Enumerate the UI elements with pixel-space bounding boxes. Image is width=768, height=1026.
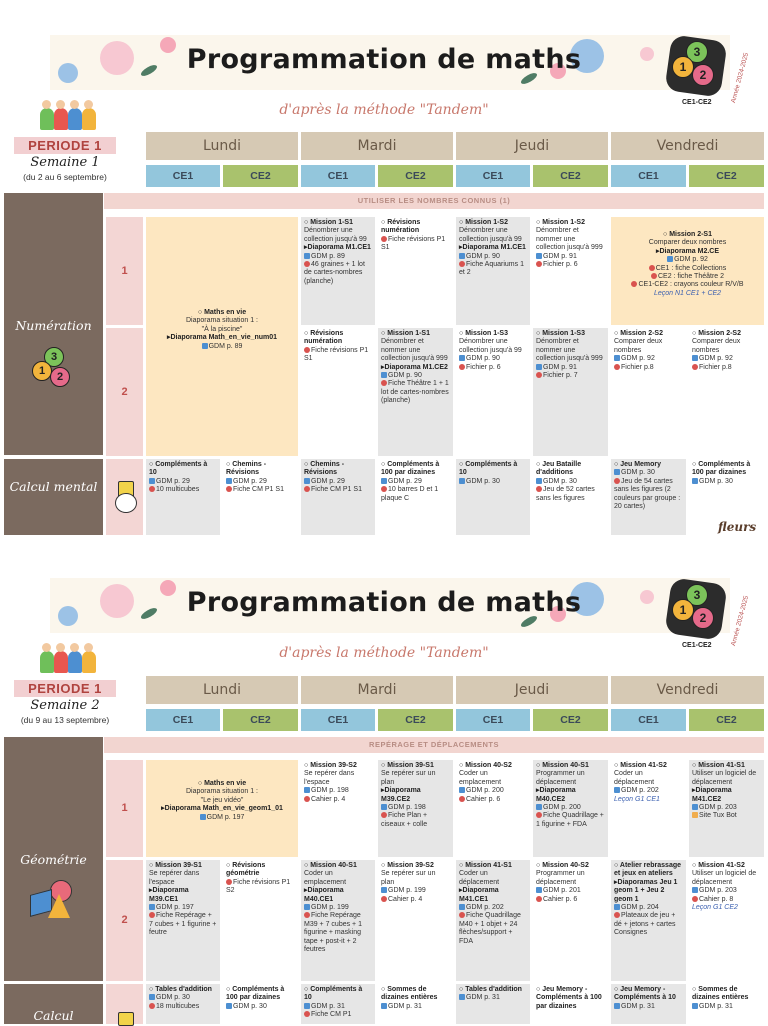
level-ce1: CE1	[456, 165, 530, 187]
fleurs-logo: fleurs	[718, 520, 757, 534]
level-ce2: CE2	[689, 165, 764, 187]
week-dates: (du 9 au 13 septembre)	[20, 715, 110, 725]
lesson-cell: ○ Mission 41-S2 Coder un déplacement GDM p. 202 Leçon G1 CE1	[611, 760, 686, 857]
lesson-cell: ○ Mission 1-S2 Dénombrer et nommer une collection jusqu'à 999 GDM p. 91 Fichier p. 6	[533, 217, 608, 325]
logo-caption: CE1-CE2	[682, 642, 712, 649]
semaine-label: Semaine 2	[30, 698, 100, 713]
level-ce2: CE2	[223, 165, 298, 187]
calcul-cell: ○ Chemins - Révisions GDM p. 29 Fiche CM P1 S1	[223, 459, 298, 535]
level-ce1: CE1	[301, 165, 375, 187]
lesson-cell: ○ Mission 1-S1 Dénombrer et nommer une collection jusqu'à 999 ▸Diaporama M1.CE2 GDM p. 90 Fiche Théâtre 1 + 1 lot de cartes-nombres (planche)	[378, 328, 453, 456]
lesson-cell: ○ Mission 39-S2 Se repérer dans l'espace GDM p. 198 Cahier p. 4	[301, 760, 375, 857]
row-number: 2	[106, 328, 143, 456]
page-subtitle: d'après la méthode "Tandem"	[279, 102, 489, 118]
row-number: 1	[106, 217, 143, 325]
lesson-cell: ○ Révisions géométrie Fiche révisions P1 S2	[223, 860, 298, 981]
row-number: 1	[106, 760, 143, 857]
lesson-cell: ○ Mission 40-S2 Coder un emplacement GDM p. 200 Cahier p. 6	[456, 760, 530, 857]
level-ce2: CE2	[533, 165, 608, 187]
day-header-jeudi: Jeudi	[456, 676, 608, 704]
children-illustration	[38, 94, 98, 130]
calcul-cell: ○ Compléments à 100 par dizaines GDM p. 29 10 barres D et 1 plaque C	[378, 459, 453, 535]
calcul-cell: ○ Compléments à 10 GDM p. 30	[456, 459, 530, 535]
page-title: Programmation de maths	[186, 44, 582, 75]
lesson-cell: ○ Mission 41-S1 Utiliser un logiciel de déplacement ▸Diaporama M41.CE2 GDM p. 203 Site Tux Bot	[689, 760, 764, 857]
level-ce1: CE1	[456, 709, 530, 731]
lesson-cell: ○ Mission 40-S1 Programmer un déplacement ▸Diaporama M40.CE2 GDM p. 200 Fiche Quadrillage + 1 figurine + FDA	[533, 760, 608, 857]
day-header-mardi: Mardi	[301, 132, 453, 160]
calcul-cell: ○ Sommes de dizaines entières GDM p. 31	[378, 984, 453, 1024]
lesson-cell: ○ Révisions numération Fiche révisions P1 S1	[301, 328, 375, 456]
domain-label: Géométrie	[20, 852, 87, 867]
day-header-lundi: Lundi	[146, 132, 298, 160]
calcul-cell: ○ Tables d'addition GDM p. 30 18 multicubes	[146, 984, 220, 1024]
lesson-cell: ○ Mission 2-S1 Comparer deux nombres ▸Diaporama M2.CE GDM p. 92 CE1 : fiche Collections CE2 : fiche Théâtre 2 CE1-CE2 : crayons couleur R/V/B Leçon N1 CE1 + CE2	[611, 217, 764, 325]
page-title: Programmation de maths	[186, 587, 582, 618]
logo-year: Année 2024-2025	[730, 52, 751, 104]
day-header-vendredi: Vendredi	[611, 676, 764, 704]
calcul-cell: ○ Jeu Bataille d'additions GDM p. 30 Jeu de 52 cartes sans les figures	[533, 459, 608, 535]
level-ce2: CE2	[378, 165, 453, 187]
periode-label: PERIODE 1	[14, 680, 116, 697]
semaine-label: Semaine 1	[30, 155, 100, 170]
level-ce2: CE2	[533, 709, 608, 731]
logo: 3 1 2	[668, 38, 724, 94]
day-header-jeudi: Jeudi	[456, 132, 608, 160]
children-illustration	[38, 637, 98, 673]
page-subtitle: d'après la méthode "Tandem"	[279, 645, 489, 661]
calcul-cell: ○ Compléments à 10 GDM p. 29 10 multicubes	[146, 459, 220, 535]
logo-caption: CE1-CE2	[682, 99, 712, 106]
lesson-cell: ○ Mission 39-S2 Se repérer sur un plan GDM p. 199 Cahier p. 4	[378, 860, 453, 981]
calcul-cell: ○ Compléments à 100 par dizaines GDM p. 30	[223, 984, 298, 1024]
lesson-cell: ○ Mission 1-S3 Dénombrer et nommer une collection jusqu'à 999 GDM p. 91 Fichier p. 7	[533, 328, 608, 456]
lesson-cell: ○ Maths en vie Diaporama situation 1 : "Le jeu vidéo" ▸Diaporama Math_en_vie_geom1_01 GDM p. 197	[146, 760, 298, 857]
level-ce1: CE1	[611, 165, 686, 187]
lesson-cell: ○ Révisions numération Fiche révisions P1 S1	[378, 217, 453, 325]
level-ce2: CE2	[378, 709, 453, 731]
lesson-cell: ○ Atelier rebrassage et jeux en ateliers ▸Diaporamas Jeu 1 geom 1 + Jeu 2 geom 1 GDM p. 204 Plateaux de jeu + dé + jetons + cartes Consignes	[611, 860, 686, 981]
theme-banner: REPÉRAGE ET DÉPLACEMENTS	[104, 737, 764, 753]
level-ce1: CE1	[146, 165, 220, 187]
calcul-cell: ○ Jeu Memory GDM p. 30 Jeu de 54 cartes sans les figures (2 couleurs par groupe : 20 cartes)	[611, 459, 686, 535]
theme-banner: UTILISER LES NOMBRES CONNUS (1)	[104, 193, 764, 209]
numbers-icon: 3 1 2	[30, 345, 74, 389]
calcul-cell: ○ Jeu Memory - Compléments à 10 GDM p. 31	[611, 984, 686, 1024]
domain-label: Numération	[15, 318, 92, 333]
lesson-cell: ○ Mission 39-S1 Se repérer dans l'espace ▸Diaporama M39.CE1 GDM p. 197 Fiche Repérage + 7 cubes + 1 figurine + feutre	[146, 860, 220, 981]
level-ce1: CE1	[146, 709, 220, 731]
level-ce2: CE2	[223, 709, 298, 731]
day-header-vendredi: Vendredi	[611, 132, 764, 160]
calcul-cell: ○ Sommes de dizaines entières GDM p. 31	[689, 984, 764, 1024]
calculator-kid-icon	[112, 481, 138, 511]
week-dates: (du 2 au 6 septembre)	[23, 172, 107, 182]
lesson-cell: ○ Mission 40-S2 Programmer un déplacement GDM p. 201 Cahier p. 6	[533, 860, 608, 981]
shapes-icon	[30, 880, 74, 920]
lesson-cell: ○ Mission 41-S1 Coder un déplacement ▸Diaporama M41.CE1 GDM p. 202 Fiche Quadrillage M40 + 1 objet + 24 flèches/support + FDA	[456, 860, 530, 981]
calcul-cell: ○ Chemins - Révisions GDM p. 29 Fiche CM P1 S1	[301, 459, 375, 535]
calcul-cell: ○ Jeu Memory - Compléments à 100 par dizaines	[533, 984, 608, 1024]
level-ce1: CE1	[301, 709, 375, 731]
lesson-cell: ○ Mission 2-S2 Comparer deux nombres GDM p. 92 Fichier p.8	[689, 328, 764, 456]
lesson-cell: ○ Mission 41-S2 Utiliser un logiciel de déplacement GDM p. 203 Cahier p. 8 Leçon G1 CE2	[689, 860, 764, 981]
level-ce2: CE2	[689, 709, 764, 731]
row-number: 2	[106, 860, 143, 981]
calcul-cell: ○ Tables d'addition GDM p. 31	[456, 984, 530, 1024]
calcul-cell: ○ Compléments à 10 GDM p. 31 Fiche CM P1	[301, 984, 375, 1024]
lesson-cell: ○ Mission 1-S1 Dénombrer une collection jusqu'à 99 ▸Diaporama M1.CE1 GDM p. 89 46 graines + 1 lot de cartes-nombres (planche)	[301, 217, 375, 325]
day-header-lundi: Lundi	[146, 676, 298, 704]
level-ce1: CE1	[611, 709, 686, 731]
calcul-cell: ○ Compléments à 100 par dizaines GDM p. 30	[689, 459, 764, 535]
day-header-mardi: Mardi	[301, 676, 453, 704]
lesson-cell: ○ Maths en vie Diaporama situation 1 : "À la piscine" ▸Diaporama Math_en_vie_num01 GDM p. 89	[146, 217, 298, 456]
calcul-label: Calcul mental	[9, 479, 98, 494]
lesson-cell: ○ Mission 1-S2 Dénombrer une collection jusqu'à 99 ▸Diaporama M1.CE1 GDM p. 90 Fiche Aquariums 1 et 2	[456, 217, 530, 325]
lesson-cell: ○ Mission 40-S1 Coder un emplacement ▸Diaporama M40.CE1 GDM p. 199 Fiche Repérage M39 + 7 cubes + 1 figurine + masking tape + post-it + 2 feutres	[301, 860, 375, 981]
calcul-label: Calcul	[33, 1008, 74, 1023]
logo: 3 1 2	[668, 581, 724, 637]
lesson-cell: ○ Mission 39-S1 Se repérer sur un plan ▸Diaporama M39.CE2 GDM p. 198 Fiche Plan + ciseaux + colle	[378, 760, 453, 857]
periode-label: PERIODE 1	[14, 137, 116, 154]
logo-year: Année 2024-2025	[730, 595, 751, 647]
lesson-cell: ○ Mission 1-S3 Dénombrer une collection jusqu'à 99 GDM p. 90 Fichier p. 6	[456, 328, 530, 456]
lesson-cell: ○ Mission 2-S2 Comparer deux nombres GDM p. 92 Fichier p.8	[611, 328, 686, 456]
